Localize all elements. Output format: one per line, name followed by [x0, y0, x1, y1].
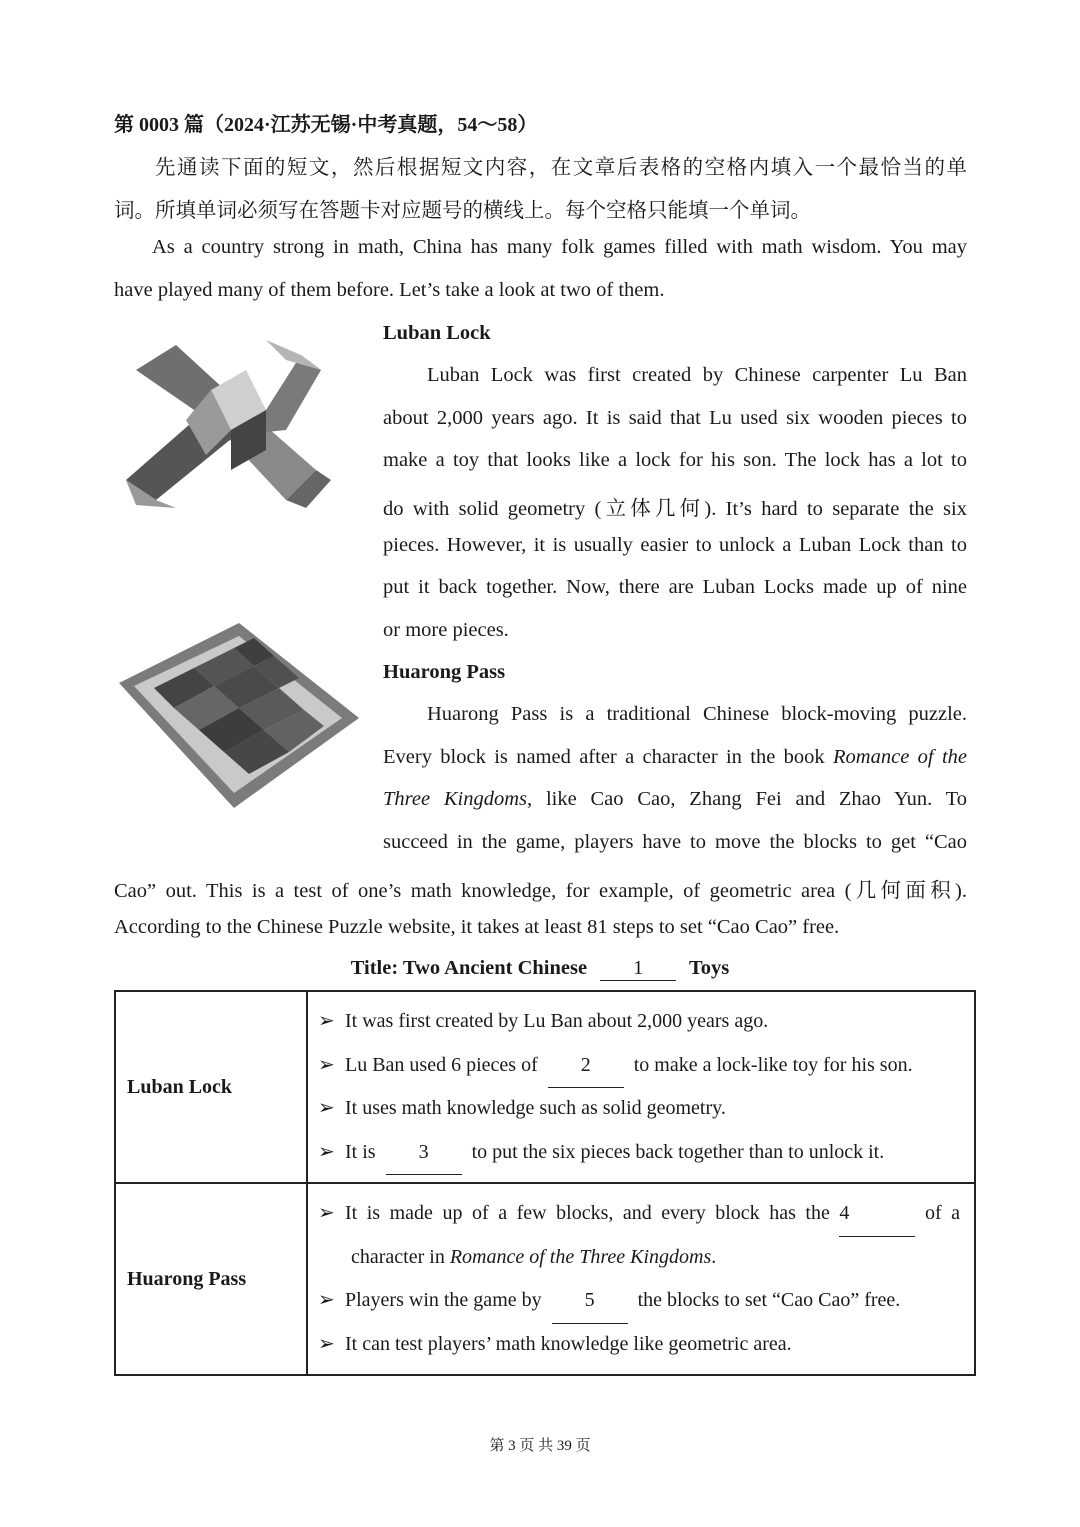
huarong-line-2: Every block is named after a character in the book Romance of the	[383, 746, 967, 768]
intro-line-1: As a country strong in math, China has many folk games filled with math wisdom. You may	[152, 236, 967, 258]
table-row-huarong-pass	[115, 1183, 975, 1375]
bullet-continuation: character in Romance of the Three Kingdoms.	[351, 1245, 717, 1268]
arrow-bullet-icon: ➢	[318, 1097, 335, 1119]
table-title: Title: Two Ancient Chinese 1 Toys	[350, 957, 730, 979]
luban-lock-subheading: Luban Lock	[383, 322, 491, 344]
instructions-line-2: 词。所填单词必须写在答题卡对应题号的横线上。每个空格只能填一个单词。	[114, 200, 811, 222]
bullet-item: ➢ Players win the game by 5 the blocks to set “Cao Cao” free.	[308, 1279, 974, 1323]
huarong-pass-subheading: Huarong Pass	[383, 661, 506, 683]
passage-heading: 第 0003 篇（2024·江苏无锡·中考真题，54～58）	[114, 114, 538, 136]
arrow-bullet-icon: ➢	[318, 1332, 335, 1355]
bullet-item: ➢ It can test players’ math knowledge like geometric area.	[308, 1323, 974, 1367]
luban-line-2: about 2,000 years ago. It is said that Lu used six wooden pieces to	[383, 407, 967, 429]
table-row-luban-lock	[115, 991, 975, 1183]
luban-line-3: make a toy that looks like a lock for his son. The lock has a lot to	[383, 449, 967, 471]
instructions-line-1: 先通读下面的短文，然后根据短文内容，在文章后表格的空格内填入一个最恰当的单	[155, 157, 967, 179]
huarong-line-3: Three Kingdoms, like Cao Cao, Zhang Fei and Zhao Yun. To	[383, 788, 967, 810]
bullet-item: ➢ It is made up of a few blocks, and every block has the 4 of a	[308, 1192, 960, 1236]
arrow-bullet-icon: ➢	[318, 1140, 335, 1163]
luban-line-1: Luban Lock was first created by Chinese carpenter Lu Ban	[427, 364, 967, 386]
row-label-luban-lock: Luban Lock	[115, 991, 307, 1183]
huarong-line-6: According to the Chinese Puzzle website, it takes at least 81 steps to set “Cao Cao” free.	[114, 916, 840, 938]
luban-line-7: or more pieces.	[383, 619, 509, 641]
huarong-line-4: succeed in the game, players have to move the blocks to get “Cao	[383, 831, 967, 853]
huarong-line-5: Cao” out. This is a test of one’s math knowledge, for example, of geometric area (几何面积).	[114, 880, 967, 902]
luban-line-5: pieces. However, it is usually easier to unlock a Luban Lock than to	[383, 534, 967, 556]
answer-blank-4[interactable]: 4	[839, 1192, 915, 1237]
bullet-item: ➢ It uses math knowledge such as solid geometry.	[308, 1087, 974, 1131]
luban-lock-bullets	[307, 991, 975, 1183]
luban-lock-illustration	[116, 330, 336, 520]
answer-blank-3[interactable]: 3	[386, 1131, 462, 1176]
bullet-item: ➢ Lu Ban used 6 pieces of 2 to make a lock-like toy for his son.	[308, 1044, 974, 1088]
arrow-bullet-icon: ➢	[318, 1053, 335, 1076]
huarong-pass-illustration	[114, 618, 364, 813]
luban-line-6: put it back together. Now, there are Luban Locks made up of nine	[383, 576, 967, 598]
huarong-line-1: Huarong Pass is a traditional Chinese block-moving puzzle.	[427, 703, 967, 725]
arrow-bullet-icon: ➢	[318, 1202, 335, 1224]
row-label-huarong-pass: Huarong Pass	[115, 1183, 307, 1375]
arrow-bullet-icon: ➢	[318, 1010, 335, 1032]
answer-blank-1[interactable]: 1	[600, 957, 676, 981]
bullet-item: ➢ It is 3 to put the six pieces back together than to unlock it.	[308, 1131, 974, 1175]
intro-line-2: have played many of them before. Let’s take a look at two of them.	[114, 279, 665, 301]
arrow-bullet-icon: ➢	[318, 1289, 335, 1311]
answer-table	[114, 990, 976, 1376]
luban-line-4: do with solid geometry (立体几何). It’s hard to separate the six	[383, 498, 967, 520]
bullet-item: ➢ It was first created by Lu Ban about 2,000 years ago.	[308, 1000, 974, 1044]
page-footer: 第 3 页 共 39 页	[489, 1438, 591, 1454]
answer-blank-5[interactable]: 5	[552, 1279, 628, 1324]
answer-blank-2[interactable]: 2	[548, 1044, 624, 1089]
huarong-pass-bullets	[307, 1183, 975, 1375]
